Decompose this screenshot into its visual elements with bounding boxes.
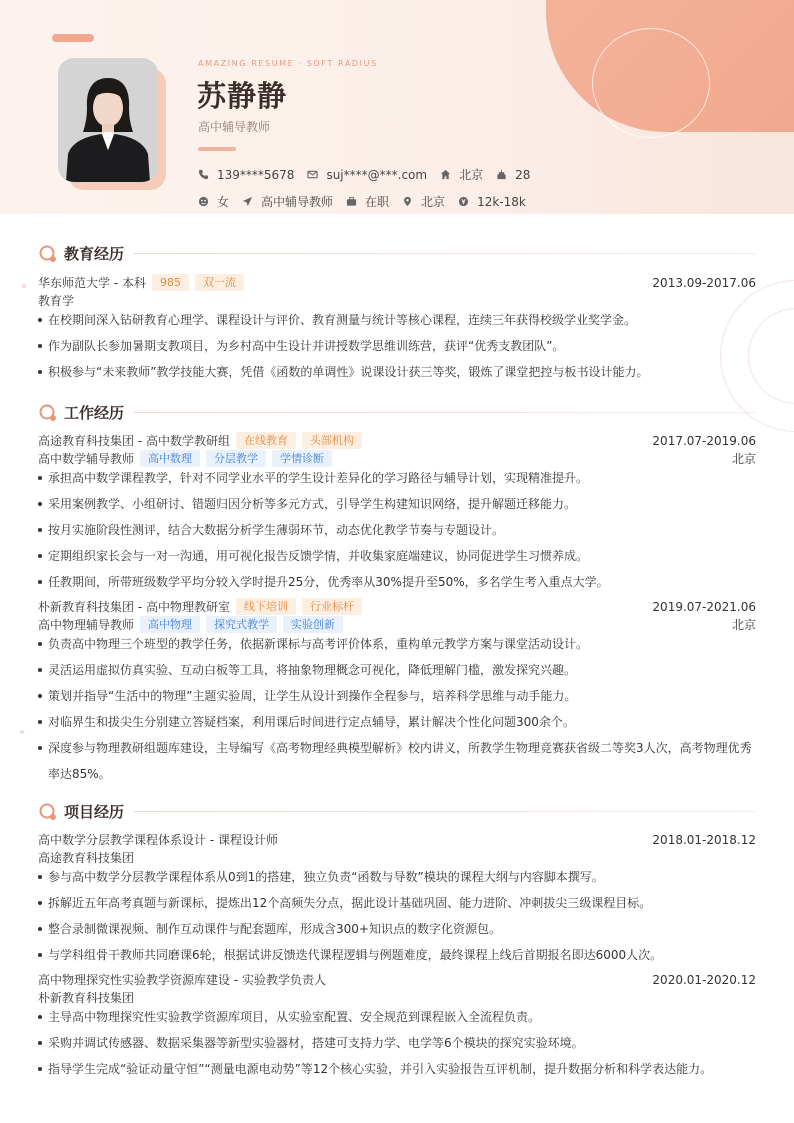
- projects-section-header: [38, 801, 756, 822]
- company-tag: 在线教育: [236, 432, 296, 449]
- section-search-icon: [38, 403, 58, 423]
- role-tag: 实验创新: [283, 616, 343, 633]
- email-text: suj****@***.com: [326, 167, 428, 182]
- salary-icon: [458, 196, 469, 207]
- role-tag: 高中物理: [140, 616, 200, 633]
- list-item: 参与高中数学分层教学课程体系从0到1的搭建，独立负责“函数与导数”模块的课程大纲与内容脚本撰写。: [38, 864, 756, 890]
- list-item: 深度参与物理教研组题库建设，主导编写《高考物理经典模型解析》校内讲义，所教学生物理竞赛获省级二等奖3人次，高考物理优秀率达85%。: [38, 735, 756, 787]
- contact-row: [198, 166, 543, 183]
- city-text: 北京: [421, 195, 446, 209]
- school-tag: 985: [152, 274, 189, 291]
- role-name: 高中数学辅导教师: [38, 452, 135, 466]
- title-underline: [198, 147, 236, 151]
- job-date: 2017.07-2019.06: [652, 433, 756, 448]
- role-name: 高中物理辅导教师: [38, 618, 135, 632]
- candidate-name: 苏静静: [197, 79, 288, 113]
- company-name: 高途教育科技集团 - 高中数学教研组: [38, 434, 230, 448]
- role-tag: 高中数理: [140, 450, 200, 467]
- gender-icon: [198, 196, 209, 207]
- phone-text: 139****5678: [217, 167, 295, 182]
- decor-bar: [52, 34, 94, 42]
- age-text: 28: [515, 167, 531, 182]
- job-city: 北京: [731, 452, 756, 466]
- work-section-header: [38, 402, 756, 423]
- list-item: 灵活运用虚拟仿真实验、互动白板等工具，将抽象物理概念可视化，降低理解门槛，激发探究兴趣。: [38, 657, 756, 683]
- work-title: 工作经历: [64, 404, 125, 422]
- list-item: 指导学生完成“验证动量守恒”“测量电源电动势”等12个核心实验，并引入实验报告互评机制，提升数据分析和科学表达能力。: [38, 1056, 756, 1082]
- company-tag: 头部机构: [302, 432, 362, 449]
- salary-text: 12k-18k: [477, 194, 526, 209]
- company-name: 朴新教育科技集团 - 高中物理教研室: [38, 600, 230, 614]
- home-icon: [440, 169, 451, 180]
- education-major: 教育学: [38, 294, 75, 308]
- list-item: 策划并指导“生活中的物理”主题实验周，让学生从设计到操作全程参与，培养科学思维与动手能力。: [38, 683, 756, 709]
- company-tag: 行业标杆: [302, 598, 362, 615]
- list-item: 主导高中物理探究性实验教学资源库项目，从实验室配置、安全规范到课程嵌入全流程负责。: [38, 1004, 756, 1030]
- avatar-portrait: [58, 58, 158, 182]
- status-text: 在职: [365, 195, 390, 209]
- intent-position: [242, 193, 333, 210]
- list-item: 任教期间，所带班级数学平均分较入学时提升25分，优秀率从30%提升至50%，多名学生考入重点大学。: [38, 569, 756, 595]
- gender-text: 女: [217, 195, 230, 209]
- list-item: 定期组织家长会与一对一沟通，用可视化报告反馈学情，并收集家庭端建议，协同促进学生习惯养成。: [38, 543, 756, 569]
- section-divider: [134, 811, 756, 812]
- school-name: 华东师范大学 - 本科: [38, 276, 146, 290]
- project-date: 2018.01-2018.12: [652, 832, 756, 847]
- project-org: 朴新教育科技集团: [38, 991, 135, 1005]
- role-tag: 学情诊断: [272, 450, 332, 467]
- projects-title: 项目经历: [64, 803, 125, 821]
- section-search-icon: [38, 802, 58, 822]
- intent-gender: [198, 193, 229, 210]
- job-city: 北京: [731, 618, 756, 632]
- section-search-icon: [38, 244, 58, 264]
- briefcase-icon: [346, 196, 357, 207]
- position-text: 高中辅导教师: [261, 195, 334, 209]
- project-org: 高途教育科技集团: [38, 851, 135, 865]
- decor-dot: [22, 284, 26, 288]
- education-entry-header: [38, 274, 756, 291]
- project-name: 高中物理探究性实验教学资源库建设 - 实验教学负责人: [38, 973, 326, 987]
- contact-phone: [198, 168, 294, 182]
- project-date: 2020.01-2020.12: [652, 972, 756, 987]
- job-1-header: [38, 432, 756, 449]
- home-text: 北京: [459, 168, 484, 182]
- cake-icon: [496, 169, 507, 180]
- education-date: 2013.09-2017.06: [652, 275, 756, 290]
- decor-dot: [20, 730, 24, 734]
- company-tag: 线下培训: [236, 598, 296, 615]
- job-2-header: [38, 598, 756, 615]
- mail-icon: [307, 169, 318, 180]
- intent-city: [402, 193, 445, 210]
- education-section-header: [38, 243, 756, 264]
- list-item: 按月实施阶段性测评，结合大数据分析学生薄弱环节，动态优化教学节奏与专题设计。: [38, 517, 756, 543]
- list-item: 对临界生和拔尖生分别建立答疑档案，利用课后时间进行定点辅导，累计解决个性化问题300余个。: [38, 709, 756, 735]
- phone-icon: [198, 169, 209, 180]
- list-item: 采购并调试传感器、数据采集器等新型实验器材，搭建可支持力学、电学等6个模块的探究实验环境。: [38, 1030, 756, 1056]
- intent-row: [198, 193, 539, 210]
- list-item: 承担高中数学课程教学，针对不同学业水平的学生设计差异化的学习路径与辅导计划，实现精准提升。: [38, 465, 756, 491]
- project-2-header: [38, 971, 756, 988]
- list-item: 与学科组骨干教师共同磨课6轮，根据试讲反馈迭代课程逻辑与例题难度，最终课程上线后首期报名即达6000人次。: [38, 942, 756, 968]
- contact-email: [307, 168, 427, 182]
- list-item: 拆解近五年高考真题与新课标，提炼出12个高频失分点，据此设计基础巩固、能力进阶、冲刺拔尖三级课程目标。: [38, 890, 756, 916]
- contact-age: [496, 168, 530, 182]
- send-icon: [242, 196, 253, 207]
- education-title: 教育经历: [64, 245, 125, 263]
- location-pin-icon: [402, 196, 413, 207]
- list-item: 作为副队长参加暑期支教项目，为乡村高中生设计并讲授数学思维训练营，获评“优秀支教团队”。: [38, 333, 756, 359]
- intent-status: [346, 193, 389, 210]
- list-item: 采用案例教学、小组研讨、错题归因分析等多元方式，引导学生构建知识网络，提升解题迁移能力。: [38, 491, 756, 517]
- list-item: 在校期间深入钻研教育心理学、课程设计与评价、教育测量与统计等核心课程，连续三年获得校级学业奖学金。: [38, 307, 756, 333]
- school-tag: 双一流: [195, 274, 244, 291]
- section-divider: [134, 253, 756, 254]
- decor-ring: [592, 28, 710, 138]
- avatar: [58, 58, 158, 182]
- section-divider: [134, 412, 756, 413]
- list-item: 积极参与“未来教师”教学技能大赛，凭借《函数的单调性》说课设计获三等奖，锻炼了课堂把控与板书设计能力。: [38, 359, 756, 385]
- intent-salary: [458, 195, 526, 209]
- list-item: 整合录制微课视频、制作互动课件与配套题库，形成含300+知识点的数字化资源包。: [38, 916, 756, 942]
- project-name: 高中数学分层教学课程体系设计 - 课程设计师: [38, 833, 278, 847]
- candidate-title: 高中辅导教师: [198, 120, 271, 134]
- job-date: 2019.07-2021.06: [652, 599, 756, 614]
- role-tag: 探究式教学: [206, 616, 277, 633]
- resume-tagline: AMAZING RESUME · SOFT RADIUS: [198, 59, 378, 68]
- list-item: 负责高中物理三个班型的教学任务，依据新课标与高考评价体系，重构单元教学方案与课堂活动设计。: [38, 631, 756, 657]
- project-1-header: [38, 831, 756, 848]
- contact-home: [440, 166, 483, 183]
- role-tag: 分层教学: [206, 450, 266, 467]
